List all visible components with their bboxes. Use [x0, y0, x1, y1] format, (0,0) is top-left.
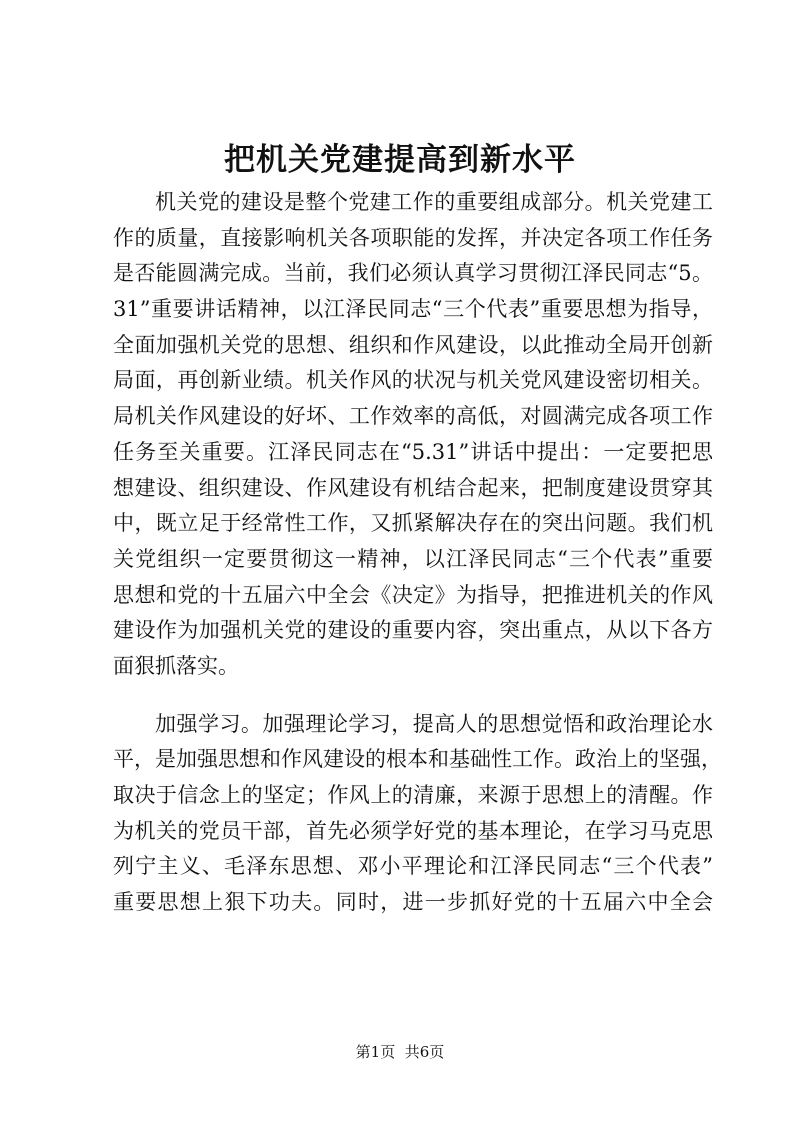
page-title: 把机关党建提高到新水平 — [224, 142, 576, 178]
paragraph-line: 面狠抓落实。 — [113, 653, 239, 678]
paragraph-line: 取决于信念上的坚定；作风上的清廉，来源于思想上的清醒。作 — [113, 783, 713, 807]
paragraph-line: 思想和党的十五届六中全会《决定》为指导，把推进机关的作风 — [113, 582, 713, 607]
paragraph-line: 加强学习。加强理论学习，提高人的思想觉悟和政治理论水 — [155, 711, 713, 736]
paragraph-line: 平，是加强思想和作风建设的根本和基础性工作。政治上的坚强， — [113, 747, 722, 772]
paragraph-line: 局面，再创新业绩。机关作风的状况与机关党风建设密切相关。 — [113, 368, 713, 393]
paragraph-line: 中，既立足于经常性工作，又抓紧解决存在的突出问题。我们机 — [113, 511, 713, 536]
paragraph-line: 想建设、组织建设、作风建设有机结合起来，把制度建设贯穿其 — [113, 475, 713, 500]
page-number: 第1页 — [355, 1043, 396, 1061]
footer-separator — [395, 1043, 405, 1061]
paragraph-line: 关党组织一定要贯彻这一精神，以江泽民同志“三个代表”重要 — [113, 546, 713, 571]
document-body — [113, 185, 722, 921]
paragraph-line: 建设作为加强机关党的建设的重要内容，突出重点，从以下各方 — [113, 618, 713, 643]
paragraph-gap — [113, 685, 713, 707]
page-footer — [0, 1042, 800, 1062]
paragraph-line: 重要思想上狠下功夫。同时，进一步抓好党的十五届六中全会 — [113, 890, 713, 915]
paragraph-line: 作的质量，直接影响机关各项职能的发挥，并决定各项工作任务 — [113, 225, 713, 250]
paragraph-line: 31”重要讲话精神，以江泽民同志“三个代表”重要思想为指导， — [113, 297, 713, 322]
paragraph-line: 是否能圆满完成。当前，我们必须认真学习贯彻江泽民同志“5。 — [113, 261, 713, 286]
page-total: 共6页 — [404, 1043, 445, 1061]
paragraph-line: 列宁主义、毛泽东思想、邓小平理论和江泽民同志“三个代表” — [113, 854, 713, 879]
paragraph-line: 机关党的建设是整个党建工作的重要组成部分。机关党建工 — [155, 190, 713, 214]
paragraph-line: 局机关作风建设的好坏、工作效率的高低，对圆满完成各项工作 — [113, 404, 713, 429]
paragraph-line: 为机关的党员干部，首先必须学好党的基本理论，在学习马克思 — [113, 818, 713, 843]
paragraph-line: 任务至关重要。江泽民同志在“5.31”讲话中提出：一定要把思 — [113, 439, 713, 464]
paragraph-line: 全面加强机关党的思想、组织和作风建设，以此推动全局开创新 — [113, 332, 713, 357]
